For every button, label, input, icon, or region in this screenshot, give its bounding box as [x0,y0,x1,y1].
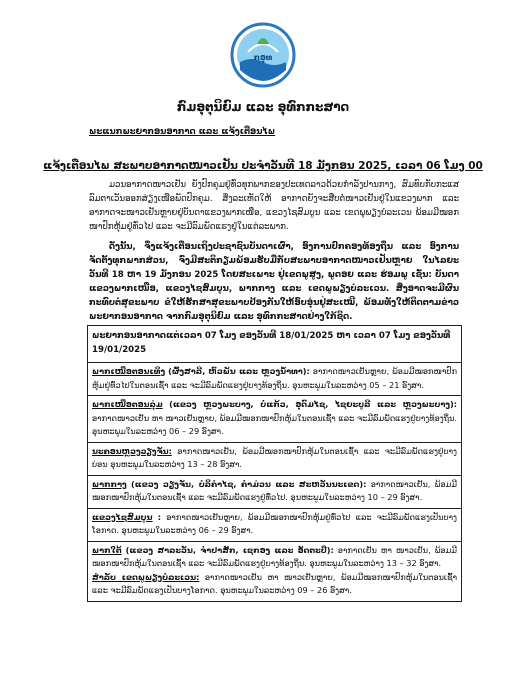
region-provinces: (ແຂວງ ຫຼວງພະບາງ, ບໍ່ແກ້ວ, ອຸດົມໄຊ, ໄຊຍະບູລີ ແລະ ຫຼວງພະບາງ): [169,399,457,409]
region-name: ນະຄອນຫຼວງວຽງຈັນ: [92,445,172,456]
ministry-logo [230,22,296,88]
svg-text:ກອຸທ: ກອຸທ [253,53,273,62]
region-row-north-lower [88,396,461,443]
region-provinces: (ແຂວງ ສາລະວັນ, ຈຳປາສັກ, ເຊກອງ ແລະ ອັດຕະປື): [125,544,334,555]
region-forecast: ອາກາດໜາວເຢັນ ຫາ ໜາວເຢັນຫຼາຍ, ພ້ອມມີໝອກໜາປົກຫຸ້ມໃນຕອນເຊົ້າ ແລະ ຈະມີລົມພັດແຮງເປັນບາງໂອກາດ. ອຸນຫະພູມໃນລະຫວ່າງ 09 – 26 ອົງສາ. [92,571,457,595]
advisory-paragraph: ດັ່ງນັ້ນ, ຈຶ່ງແຈ້ງເຕືອນເຖິງປະຊາຊົນບັນດາເຜົ່າ, ອົງການປົກຄອງທ້ອງຖິ່ນ ແລະ ອົງການຈັດຕັ້ງທຸກພາກສ່ວນ, ຈົ່ງມີສະຕິກຽມພ້ອມຮັບມືກັບສະພາບອາກາດໜາວເຢັນຫຼາຍ ໃນໄລຍະວັນທີ 18 ຫາ 19 ມັງກອນ 2025 ໂດຍສະເພາະ ຢູ່ເຂດພູສູງ, ພູດອຍ ແລະ ຮ່ອມພູ ເຊັ່ນ: ບັນດາແຂວງພາກເໜືອ, ແຂວງໄຊສົມບູນ, ພາກກາງ ແລະ ເຂດພູພຽງບໍລະເວນ. ສິ່ງອາດຈະມີຜົນກະທົບຕໍ່ສຸຂະພາບ ຂໍໃຫ້ຮັກສາສຸຂະພາບປ້ອງກັນໃຫ້ອົບອຸ່ນຢູ່ສະເໝີ, ພ້ອມທັງໃຫ້ຕິດຕາມຂ່າວພະຍາກອນອາກາດ ຈາກກົມອຸຕຸນິຍົມ ແລະ ອຸທົກກະສາດຢ່າງໃກ້ຊິດ. [89,242,459,322]
region-provinces: (ຜົ້ງສາລີ, ຫົວພັນ ແລະ ຫຼວງນ້ຳທາ): [168,366,310,376]
department-name: ພະແນກພະຍາກອນອາກາດ ແລະ ແຈ້ງເຕືອນໄພ [89,127,276,137]
region-forecast: ອາກາດໜາວເຢັນ, ພ້ອມມີໝອກໜາປົກຫຸ້ມໃນຕອນເຊົ້າ ແລະ ຈະມີລົມພັດແຮງຢູ່ທົ່ວໄປ. ອຸນຫະພູມໃນລະຫວ່າງ 10 – 29 ອົງສາ. [92,478,457,502]
region-forecast: ອາກາດໜາວເຢັນ, ພ້ອມມີໝອກໜາປົກຫຸ້ມໃນຕອນເຊົ້າ ແລະ ຈະມີລົມພັດແຮງຢູ່ບາງບ່ອນ ອຸນຫະພູມໃນລະຫວ່າງ 13 – 28 ອົງສາ. [92,445,458,469]
forecast-period: ພະຍາກອນອາກາດແຕ່ເວລາ 07 ໂມງ ຂອງວັນທີ 18/01/2025 ຫາ ເວລາ 07 ໂມງ ຂອງວັນທີ 19/01/2025 [88,326,461,363]
region-name: ສຳລັບ ເຂດພູພຽງບໍລະເວນ: [92,571,200,582]
region-provinces: (ແຂວງ ວຽງຈັນ, ບໍລິຄຳໄຊ, ຄຳມ່ວນ ແລະ ສະຫວັນນະເຂດ): [131,478,367,489]
region-forecast: ອາກາດເຢັນ ຫາ ໜາວເຢັນ, ພ້ອມມີໝອກໜາປົກຫຸ້ມໃນຕອນເຊົ້າ ແລະ ຈະມີລົມພັດແຮງຢູ່ບາງທ້ອງຖິ່ນ. ອຸນຫະພູມໃນລະຫວ່າງ 13 – 32 ອົງສາ. [92,544,457,568]
region-row-central [88,476,461,509]
region-name: ພາກເໜືອຕອນເທິງ [92,366,166,376]
ministry-name: ກົມອຸຕຸນິຍົມ ແລະ ອຸທົກກະສາດ [176,100,350,114]
region-name: ພາກເໜືອຕອນລຸ່ມ [92,399,163,409]
region-forecast: ອາກາດໜາວເຢັນຫຼາຍ, ພ້ອມມີໝອກໜາປົກຫຸ້ມຢູ່ທົ່ວໄປ ແລະ ຈະມີລົມພັດແຮງເປັນບາງໂອກາດ. ອຸນຫະພູມໃນລະຫວ່າງ 06 – 29 ອົງສາ. [92,511,457,535]
region-row-south [88,542,461,601]
region-row-north-upper [88,363,461,396]
region-row-xaisomboun [88,509,461,542]
bulletin-title: ແຈ້ງເຕືອນໄພ ສະພາບອາກາດໜາວເຢັນ ປະຈຳວັນທີ 18 ມັງກອນ 2025, ເວລາ 06 ໂມງ 00 [43,160,483,172]
region-forecast: ອາກາດໜາວເຢັນ ຫາ ໜາວເຢັນຫຼາຍ, ພ້ອມມີໝອກໜາປົກຫຸ້ມໃນຕອນເຊົ້າ ແລະ ຈະມີລົມພັດແຮງຢູ່ບາງທ້ອງຖິ່ນ. ອຸນຫະພູມໃນລະຫວ່າງ 06 – 29 ອົງສາ. [92,412,457,436]
region-forecast: ອາກາດໜາວເຢັນຫຼາຍ, ພ້ອມມີໝອກໜາປົກຫຸ້ມຢູ່ທົ່ວໄປໃນຕອນເຊົ້າ ແລະ ຈະມີລົມພັດແຮງຢູ່ບາງທ້ອງຖິ່ນ. ອຸນຫະພູມໃນລະຫວ່າງ 05 – 21 ອົງສາ. [92,366,457,390]
region-provinces: : [157,511,161,522]
forecast-table [87,325,462,602]
region-name: ແຂວງໄຊສົມບູນ [92,511,153,522]
situation-paragraph: ມວນອາກາດໜາວເຢັນ ຍັງປົກຄຸມຢູ່ທົ່ວທຸກພາກຂອງປະເທດລາວດ້ວຍກຳລັງປານກາງ, ສົມທົບກັບກະແສລົມຕາເວັນອອກສ່ຽງເໜືອພັດປົກຄຸມ. ສິ່ງລະເຫັດໃຫ້ ອາກາດຍັງຈະສືບຕໍ່ໜາວເຢັນຢູ່ໃນແຂວງພາກ ແລະ ອາກາດຈະໜາວເຢັນຫຼາຍຢູ່ບັນດາແຂວງພາກເໜືອ, ແຂວງໄຊສົມບູນ ແລະ ເຂດພູພຽງບໍລະເວນ ພ້ອມມີໝອກໜາປົກຫຸ້ມຢູ່ທົ່ວໄປ ແລະ ຈະມີລົມພັດແຮງຢູ່ໃນແຕ່ລະພາກ. [89,180,459,232]
region-name: ພາກໃຕ້ [92,544,122,555]
region-name: ພາກກາງ [92,478,127,489]
region-row-vientiane-capital [88,443,461,476]
